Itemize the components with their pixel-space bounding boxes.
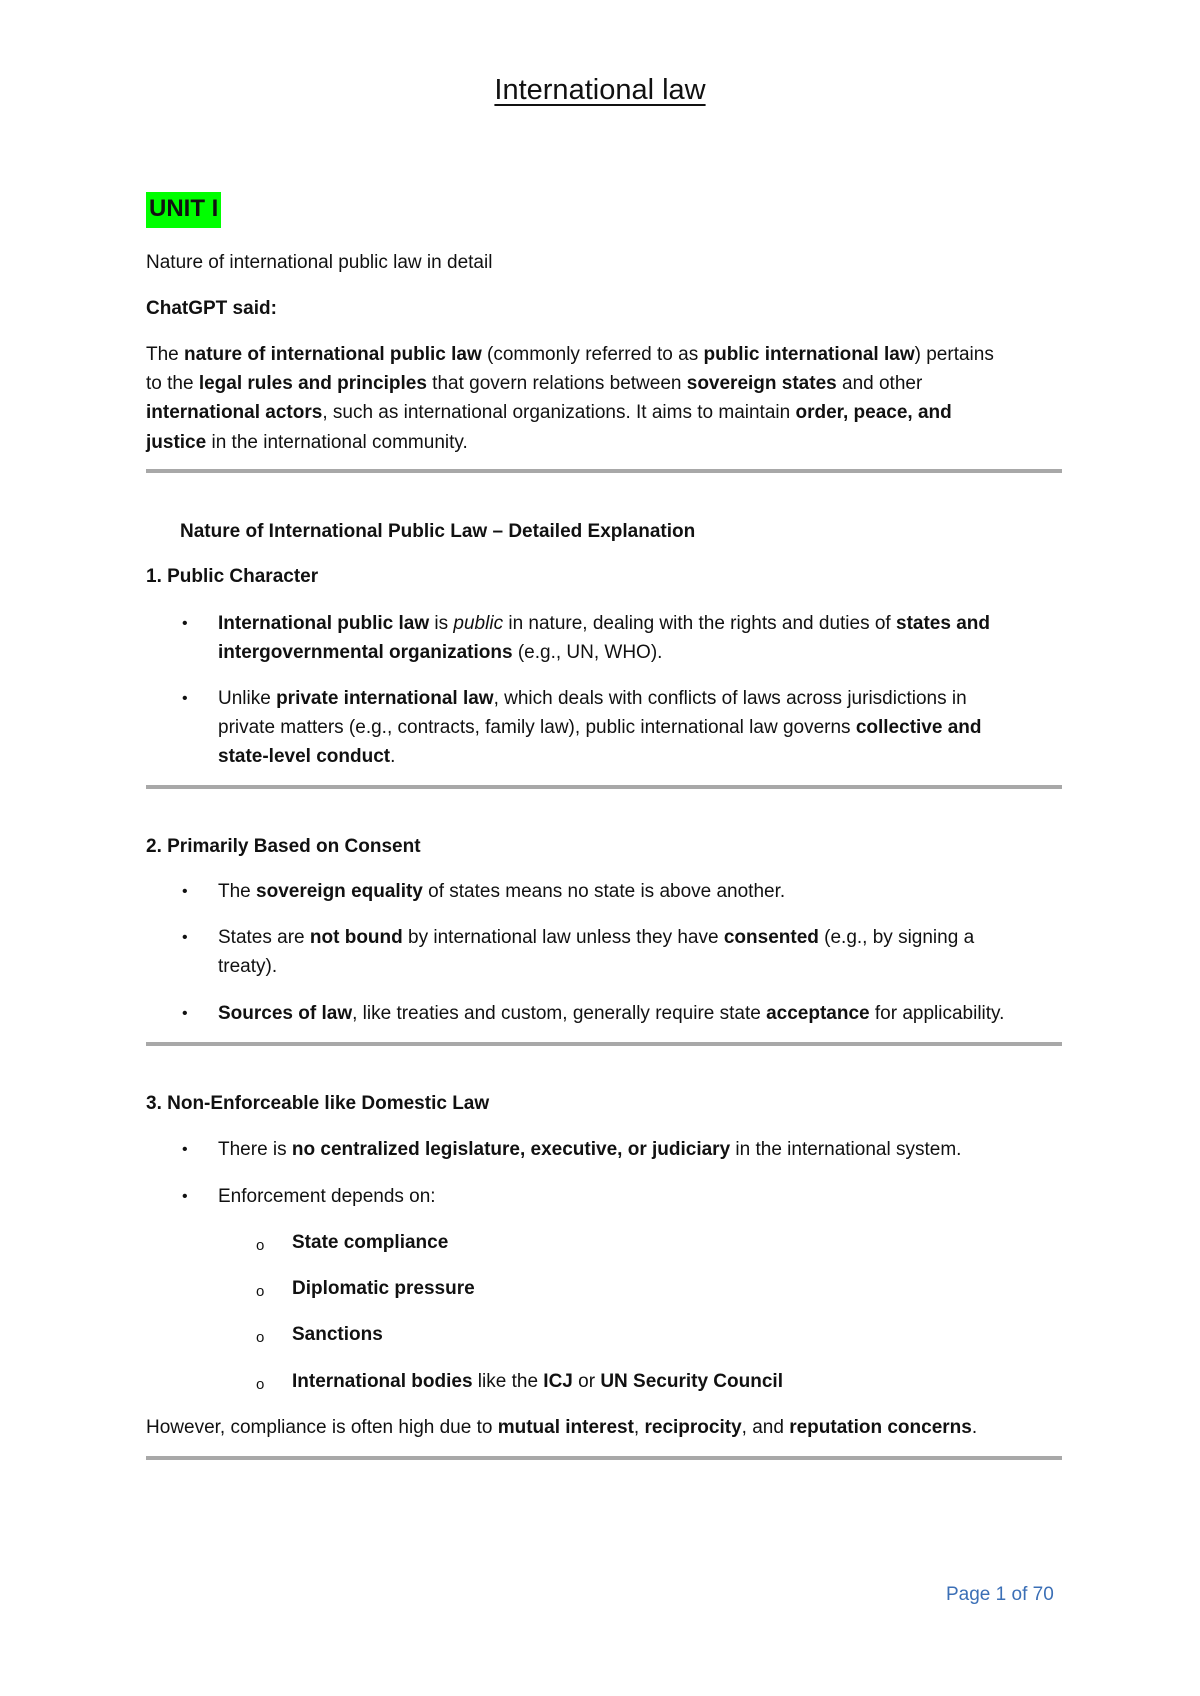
document-title: International law xyxy=(494,74,706,106)
circle-bullet-icon: o xyxy=(256,1237,265,1254)
list-item-line: International public law is public in nature, dealing with the rights and duties of states and xyxy=(218,613,990,634)
list-item-line: intergovernmental organizations (e.g., UN, WHO). xyxy=(218,642,663,663)
section-heading: Nature of International Public Law – Detailed Explanation xyxy=(180,521,696,542)
prompt-text: Nature of international public law in detail xyxy=(146,252,493,273)
divider xyxy=(146,1042,1062,1046)
list-item-line: private matters (e.g., contracts, family law), public international law governs collective and xyxy=(218,717,982,738)
bullet-icon: • xyxy=(182,1005,188,1022)
bullet-icon: • xyxy=(182,1188,188,1205)
divider xyxy=(146,469,1062,473)
list-item-line: States are not bound by international law unless they have consented (e.g., by signing a xyxy=(218,927,975,948)
divider xyxy=(146,1456,1062,1460)
section-1-heading: 1. Public Character xyxy=(146,566,319,587)
bullet-icon: • xyxy=(182,690,188,707)
list-item-line: treaty). xyxy=(218,956,278,977)
page-number: Page 1 of 70 xyxy=(946,1584,1054,1605)
circle-bullet-icon: o xyxy=(256,1329,265,1346)
intro-line-3: international actors, such as international organizations. It aims to maintain order, peace, and xyxy=(146,402,952,423)
unit-heading: UNIT I xyxy=(146,192,221,228)
circle-bullet-icon: o xyxy=(256,1376,265,1393)
section-2-heading: 2. Primarily Based on Consent xyxy=(146,836,421,857)
bullet-icon: • xyxy=(182,883,188,900)
intro-line-4: justice in the international community. xyxy=(146,432,468,453)
section-3-heading: 3. Non-Enforceable like Domestic Law xyxy=(146,1093,490,1114)
list-item-line: Unlike private international law, which deals with conflicts of laws across jurisdictions in xyxy=(218,688,967,709)
circle-bullet-icon: o xyxy=(256,1283,265,1300)
bullet-icon: • xyxy=(182,929,188,946)
bullet-icon: • xyxy=(182,1141,188,1158)
intro-line-1: The nature of international public law (commonly referred to as public international law) pertains xyxy=(146,344,994,365)
chatgpt-label: ChatGPT said: xyxy=(146,298,277,319)
intro-line-2: to the legal rules and principles that govern relations between sovereign states and other xyxy=(146,373,923,394)
divider xyxy=(146,785,1062,789)
bullet-icon: • xyxy=(182,615,188,632)
closing-paragraph: However, compliance is often high due to mutual interest, reciprocity, and reputation concerns. xyxy=(146,1417,978,1438)
list-item-line: state-level conduct. xyxy=(218,746,396,767)
document-page: International law UNIT I Nature of international public law in detail ChatGPT said: The nature of international public law (commonly referred to as public international law) pertains to the legal rules and principles that govern relations between sovereign states and other international actors, such as international organizations. It aims to maintain order, peace, and justice in the international community. Nature of International Public Law – Detailed Explanation 1. Public Character • International public law is public in nature, dealing with the rights and duties of states and intergovernmental organizations (e.g., UN, WHO). • Unlike private international law, which deals with conflicts of laws across jurisdictions in private matters (e.g., contracts, family law), public international law governs collective and state-level conduct. 2. Primarily Based on Consent • The sovereign equality of states means no state is above another. • States are not bound by international law unless they have consented (e.g., by signing a treaty). • Sources of law, like treaties and custom, generally require state acceptance for applicability. 3. Non-Enforceable like Domestic Law • There is no centralized legislature, executive, or judiciary in the international system. • Enforcement depends on: o State compliance o Diplomatic pressure o Sanctions o International bodies like the ICJ or UN Security Council However, compliance is often high due to mutual interest, reciprocity, and reputation concerns. Page 1 of 70 xyxy=(0,0,1200,1696)
